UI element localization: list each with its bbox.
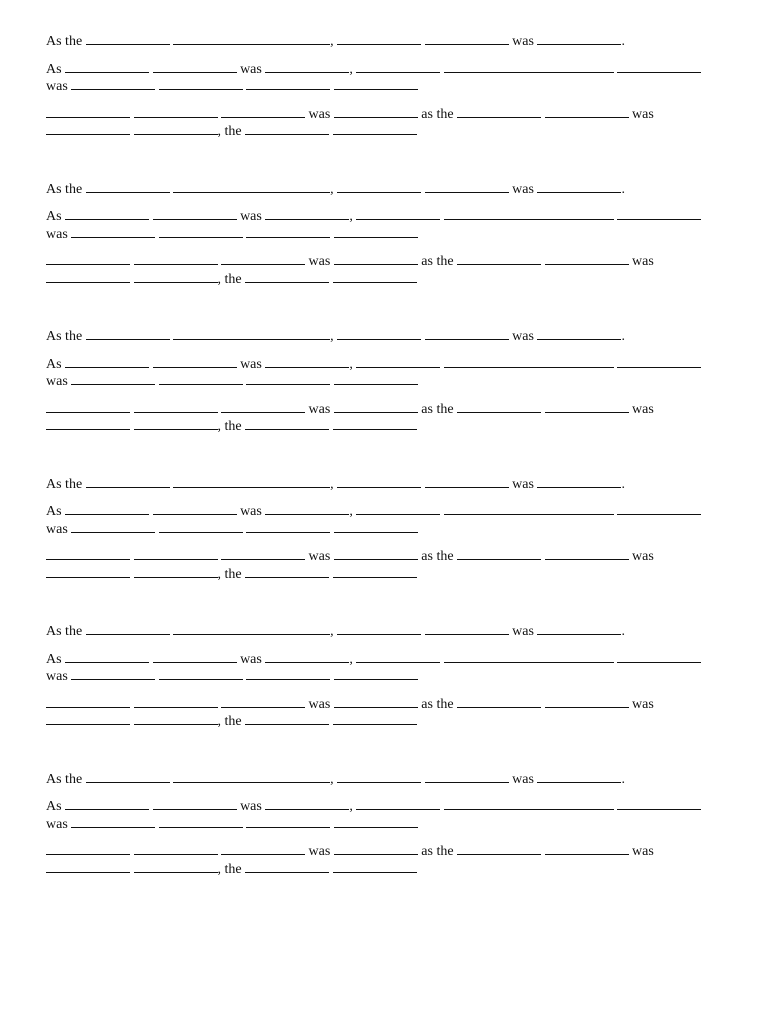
blank-line[interactable] [153,513,237,515]
sentence-word: was [632,254,654,269]
blank-line[interactable] [153,218,237,220]
blank-line[interactable] [334,531,418,533]
sentence-word: was [46,226,68,242]
blank-line[interactable] [425,191,509,193]
blank-line[interactable] [356,71,440,73]
blank-line[interactable] [334,263,418,265]
blank-line[interactable] [334,853,418,855]
sentence-word: As the [46,329,83,344]
sentence-line [46,106,722,141]
blank-line[interactable] [337,191,421,193]
blank-line[interactable] [86,338,170,340]
blank-line[interactable] [86,43,170,45]
blank-line[interactable] [134,576,218,578]
punctuation: . [621,181,625,197]
blank-line[interactable] [545,853,629,855]
sentence-line [46,181,722,199]
blank-line[interactable] [134,116,218,118]
blank-line[interactable] [545,263,629,265]
punctuation: , [217,124,221,139]
sentence-block [46,328,722,436]
blank-line[interactable] [65,513,149,515]
sentence-line [46,696,722,731]
worksheet [46,33,722,918]
blank-line[interactable] [153,808,237,810]
sentence-word: As the [46,771,83,787]
blank-line[interactable] [46,428,130,430]
sentence-line [46,253,722,288]
punctuation: , [330,34,334,49]
sentence-line [46,476,722,494]
blank-line[interactable] [444,366,614,368]
punctuation: , [349,799,353,814]
sentence-word: was [240,61,262,77]
sentence-word: was [632,696,654,712]
blank-line[interactable] [334,706,418,708]
blank-line[interactable] [46,853,130,855]
blank-line[interactable] [617,513,701,515]
blank-line[interactable] [333,281,417,283]
sentence-word: the [224,861,242,877]
blank-line[interactable] [334,116,418,118]
blank-line[interactable] [334,88,418,90]
sentence-word: the [224,124,242,139]
blank-line[interactable] [245,281,329,283]
blank-line[interactable] [246,531,330,533]
blank-line[interactable] [334,236,418,238]
blank-line[interactable] [46,723,130,725]
blank-line[interactable] [337,781,421,783]
blank-line[interactable] [245,428,329,430]
punctuation: , [330,329,334,344]
punctuation: , [217,861,221,877]
sentence-line [46,61,722,96]
sentence-word: As the [46,34,83,49]
blank-line[interactable] [246,88,330,90]
blank-line[interactable] [425,781,509,783]
sentence-word: was [240,209,262,224]
blank-line[interactable] [46,263,130,265]
sentence-word: was [308,401,331,417]
sentence-word: was [632,549,654,564]
sentence-word: was [632,844,654,859]
blank-line[interactable] [457,116,541,118]
blank-line[interactable] [134,871,218,873]
blank-line[interactable] [134,133,218,135]
sentence-word: as the [421,106,454,122]
sentence-word: as the [421,401,454,417]
blank-line[interactable] [265,366,349,368]
blank-line[interactable] [153,661,237,663]
blank-line[interactable] [86,191,170,193]
blank-line[interactable] [545,558,629,560]
sentence-word: was [240,504,262,519]
blank-line[interactable] [159,383,243,385]
blank-line[interactable] [265,808,349,810]
sentence-word: was [512,624,534,639]
sentence-word: As [46,504,62,519]
blank-line[interactable] [246,383,330,385]
blank-line[interactable] [134,853,218,855]
sentence-word: As [46,209,62,224]
blank-line[interactable] [337,43,421,45]
blank-line[interactable] [333,576,417,578]
sentence-line [46,356,722,391]
blank-line[interactable] [153,366,237,368]
blank-line[interactable] [46,281,130,283]
blank-line[interactable] [134,558,218,560]
blank-line[interactable] [444,218,614,220]
blank-line[interactable] [337,338,421,340]
blank-line[interactable] [537,338,621,340]
sentence-word: was [632,106,654,122]
blank-line[interactable] [334,826,418,828]
punctuation: , [217,271,221,287]
blank-line[interactable] [221,411,305,413]
blank-line[interactable] [134,263,218,265]
sentence-block [46,623,722,731]
sentence-block [46,771,722,879]
punctuation: , [349,61,353,77]
punctuation: , [330,771,334,787]
blank-line[interactable] [46,411,130,413]
blank-line[interactable] [65,661,149,663]
blank-line[interactable] [86,633,170,635]
sentence-line [46,623,722,641]
sentence-word: was [512,329,534,344]
blank-line[interactable] [221,263,305,265]
sentence-word: as the [421,549,454,564]
sentence-word: the [224,271,242,287]
blank-line[interactable] [457,558,541,560]
blank-line[interactable] [265,513,349,515]
sentence-word: As the [46,624,83,639]
sentence-word: As [46,61,62,77]
blank-line[interactable] [246,826,330,828]
blank-line[interactable] [457,263,541,265]
sentence-line [46,771,722,789]
punctuation: , [217,419,221,434]
punctuation: . [621,624,625,639]
blank-line[interactable] [134,428,218,430]
blank-line[interactable] [134,723,218,725]
blank-line[interactable] [337,486,421,488]
sentence-word: the [224,419,242,434]
blank-line[interactable] [173,633,330,635]
sentence-word: As [46,799,62,814]
blank-line[interactable] [333,133,417,135]
sentence-line [46,503,722,538]
sentence-line [46,328,722,346]
sentence-word: was [46,79,68,94]
blank-line[interactable] [173,43,330,45]
blank-line[interactable] [334,411,418,413]
sentence-word: the [224,714,242,729]
sentence-word: As [46,356,62,372]
sentence-word: was [46,374,68,389]
punctuation: , [349,209,353,224]
blank-line[interactable] [159,236,243,238]
blank-line[interactable] [444,808,614,810]
blank-line[interactable] [71,826,155,828]
sentence-line [46,33,722,51]
sentence-word: was [308,106,331,122]
blank-line[interactable] [425,338,509,340]
blank-line[interactable] [71,678,155,680]
blank-line[interactable] [265,661,349,663]
sentence-word: as the [421,696,454,712]
blank-line[interactable] [333,723,417,725]
sentence-word: as the [421,844,454,859]
blank-line[interactable] [265,218,349,220]
sentence-word: was [632,401,654,417]
blank-line[interactable] [246,236,330,238]
blank-line[interactable] [425,486,509,488]
blank-line[interactable] [334,383,418,385]
sentence-line [46,843,722,878]
blank-line[interactable] [457,853,541,855]
blank-line[interactable] [46,558,130,560]
blank-line[interactable] [134,411,218,413]
blank-line[interactable] [71,88,155,90]
sentence-word: was [308,844,331,859]
sentence-word: was [46,521,68,537]
blank-line[interactable] [425,43,509,45]
punctuation: , [349,504,353,519]
sentence-word: As [46,651,62,667]
sentence-block [46,33,722,141]
blank-line[interactable] [545,116,629,118]
blank-line[interactable] [444,513,614,515]
blank-line[interactable] [86,781,170,783]
blank-line[interactable] [617,661,701,663]
sentence-word: was [512,34,534,49]
blank-line[interactable] [457,706,541,708]
punctuation: . [621,476,625,492]
sentence-word: was [240,356,262,372]
sentence-word: was [512,476,534,492]
blank-line[interactable] [46,116,130,118]
blank-line[interactable] [71,236,155,238]
punctuation: . [621,34,625,49]
blank-line[interactable] [134,706,218,708]
sentence-block [46,476,722,584]
punctuation: , [217,566,221,582]
blank-line[interactable] [356,366,440,368]
punctuation: , [217,714,221,729]
sentence-word: As the [46,181,83,197]
blank-line[interactable] [356,808,440,810]
sentence-word: As the [46,476,83,492]
blank-line[interactable] [425,633,509,635]
blank-line[interactable] [245,723,329,725]
blank-line[interactable] [617,808,701,810]
sentence-line [46,548,722,583]
blank-line[interactable] [356,218,440,220]
blank-line[interactable] [537,191,621,193]
sentence-word: was [512,181,534,197]
sentence-word: the [224,566,242,582]
sentence-word: was [512,771,534,787]
blank-line[interactable] [444,661,614,663]
blank-line[interactable] [245,576,329,578]
blank-line[interactable] [537,43,621,45]
punctuation: , [349,356,353,372]
sentence-line [46,208,722,243]
blank-line[interactable] [159,678,243,680]
blank-line[interactable] [65,218,149,220]
blank-line[interactable] [65,808,149,810]
blank-line[interactable] [134,281,218,283]
blank-line[interactable] [46,576,130,578]
blank-line[interactable] [444,71,614,73]
blank-line[interactable] [71,531,155,533]
sentence-word: as the [421,254,454,269]
blank-line[interactable] [356,513,440,515]
blank-line[interactable] [86,486,170,488]
blank-line[interactable] [46,871,130,873]
punctuation: . [621,329,625,344]
sentence-word: was [46,669,68,684]
punctuation: , [330,181,334,197]
blank-line[interactable] [457,411,541,413]
blank-line[interactable] [173,338,330,340]
sentence-word: was [308,254,331,269]
blank-line[interactable] [159,531,243,533]
blank-line[interactable] [71,383,155,385]
blank-line[interactable] [537,633,621,635]
blank-line[interactable] [173,781,330,783]
punctuation: , [349,651,353,667]
punctuation: . [621,771,625,787]
sentence-word: was [240,651,262,667]
blank-line[interactable] [173,486,330,488]
blank-line[interactable] [356,661,440,663]
blank-line[interactable] [173,191,330,193]
blank-line[interactable] [221,853,305,855]
blank-line[interactable] [337,633,421,635]
blank-line[interactable] [221,706,305,708]
blank-line[interactable] [537,781,621,783]
sentence-line [46,401,722,436]
blank-line[interactable] [221,558,305,560]
blank-line[interactable] [245,133,329,135]
sentence-line [46,798,722,833]
blank-line[interactable] [617,218,701,220]
punctuation: , [330,624,334,639]
blank-line[interactable] [153,71,237,73]
sentence-word: was [308,696,331,712]
blank-line[interactable] [65,71,149,73]
blank-line[interactable] [617,71,701,73]
blank-line[interactable] [245,871,329,873]
blank-line[interactable] [334,678,418,680]
blank-line[interactable] [221,116,305,118]
sentence-block [46,181,722,289]
blank-line[interactable] [46,706,130,708]
sentence-word: was [46,816,68,832]
blank-line[interactable] [537,486,621,488]
blank-line[interactable] [617,366,701,368]
sentence-word: was [308,549,331,564]
punctuation: , [330,476,334,492]
blank-line[interactable] [265,71,349,73]
blank-line[interactable] [46,133,130,135]
blank-line[interactable] [65,366,149,368]
sentence-line [46,651,722,686]
blank-line[interactable] [333,428,417,430]
blank-line[interactable] [545,411,629,413]
blank-line[interactable] [545,706,629,708]
blank-line[interactable] [333,871,417,873]
blank-line[interactable] [246,678,330,680]
blank-line[interactable] [159,88,243,90]
blank-line[interactable] [159,826,243,828]
sentence-word: was [240,799,262,814]
blank-line[interactable] [334,558,418,560]
